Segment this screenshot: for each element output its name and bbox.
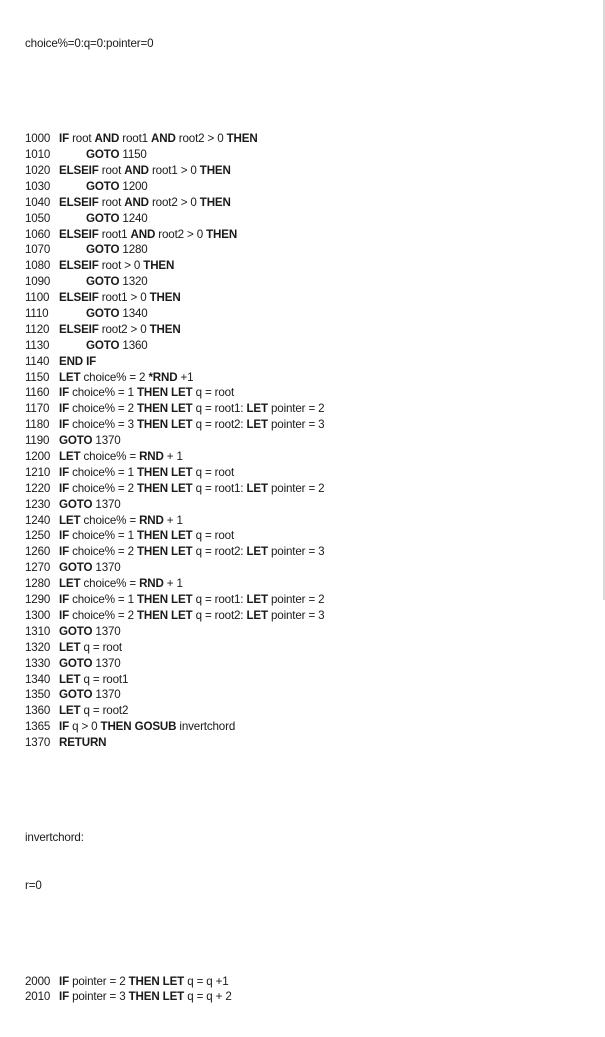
keyword: IF [59,529,70,543]
code-line [25,656,595,672]
code-line [25,703,595,719]
line-number: 1330 [25,656,51,670]
keyword: LET [171,545,193,559]
keyword: LET [59,672,81,686]
keyword: IF [59,990,70,1004]
line-number: 1100 [25,291,50,305]
code-text: + 1 [163,450,183,464]
keyword: LET [171,608,193,622]
code-text: pointer = 2 [267,593,325,607]
keyword: THEN [137,465,168,479]
keyword: LET [59,370,81,384]
code-text: choice% = 1 [69,529,137,543]
keyword: RND [139,513,164,527]
code-text: 1340 [119,307,148,321]
line-number: 1340 [25,672,51,686]
code-text: choice% = 1 [69,593,137,607]
line-number: 1110 [25,307,49,321]
code-text: q = q + 2 [184,990,232,1004]
keyword: IF [59,481,70,495]
keyword: THEN [226,132,258,146]
code-text: root2 > 0 [175,132,227,146]
code-line [25,433,595,449]
code-line [25,497,595,513]
code-text: pointer = 2 [267,481,325,495]
code-text: root [69,132,95,146]
code-line [25,735,595,751]
line-number: 1210 [25,465,51,479]
code-line [25,974,595,990]
line-number: 1365 [25,720,51,734]
keyword: THEN [137,545,168,559]
code-text: choice% = 2 [69,481,137,495]
keyword: GOTO [59,434,93,448]
keyword: GOTO [59,624,93,638]
keyword: THEN [137,386,168,400]
keyword: AND [94,132,120,146]
keyword: IF [59,974,70,988]
keyword: ELSEIF [59,322,99,336]
keyword: THEN [128,974,160,988]
code-line [25,211,595,227]
keyword: LET [171,418,193,432]
code-text: q = root1 [80,672,129,686]
code-text: pointer = 3 [267,418,325,432]
keyword: *RND [148,370,178,384]
line-number: 1360 [25,704,51,718]
code-text: invertchord [176,720,236,734]
keyword: AND [151,132,176,146]
code-line [25,322,595,338]
code-text: 1240 [119,211,148,225]
keyword: GOTO [86,148,120,162]
keyword: IF [59,132,70,146]
code-line [25,131,595,147]
line-number: 1240 [25,513,51,527]
keyword: ELSEIF [59,227,99,241]
line-number: 1120 [25,322,50,336]
code-text: pointer = 3 [267,545,325,559]
keyword: ELSEIF [59,291,99,305]
code-line [25,290,595,306]
code-line [25,274,595,290]
line-number: 1280 [25,577,51,591]
code-text: 1370 [92,656,121,670]
code-text: root2 > 0 [98,322,150,336]
line-number: 1270 [25,561,51,575]
keyword: GOTO [59,688,93,702]
line-number: 1150 [25,370,50,384]
line-number: 1350 [25,688,51,702]
line-number: 1370 [25,736,51,750]
keyword: THEN [100,720,132,734]
code-text: root2 > 0 [148,195,200,209]
code-text: 1200 [119,179,148,193]
code-text: q = root2: [192,418,247,432]
keyword: RND [139,577,164,591]
keyword: THEN [137,593,168,607]
line-number: 1300 [25,608,51,622]
line-number: 2010 [25,990,51,1004]
code-line [25,195,595,211]
keyword: GOTO [86,179,120,193]
code-line [25,417,595,433]
keyword: LET [162,974,185,988]
keyword: THEN [199,164,231,177]
code-text: root [98,195,125,209]
code-text: + 1 [163,513,183,527]
keyword: GOTO [86,307,120,321]
line-number: 1250 [25,529,51,543]
code-text: q = root [80,640,122,654]
code-text: choice% = [80,577,140,591]
code-line [25,560,595,576]
line-number: 1140 [25,354,50,368]
subroutine-label: invertchord: [25,831,84,845]
code-line [25,608,595,624]
keyword: THEN [137,529,168,543]
keyword: GOTO [86,338,120,352]
code-text: choice% = 2 [80,370,149,384]
keyword: LET [246,402,268,416]
keyword: ELSEIF [59,195,99,209]
line-number: 1190 [25,434,50,448]
line-number: 1090 [25,275,51,289]
code-text: choice% = [80,450,140,464]
line-number: 2000 [25,974,51,988]
keyword: LET [171,402,193,416]
keyword: GOTO [86,243,120,257]
code-line [25,385,595,401]
keyword: IF [59,608,70,622]
code-line [25,576,595,592]
code-text: pointer = 2 [267,402,325,416]
line-number: 1050 [25,211,51,225]
code-line [25,354,595,370]
keyword: LET [171,529,193,543]
code-line [25,528,595,544]
code-text: root > 0 [98,259,144,273]
code-text: q = root [192,529,235,543]
keyword: LET [171,481,193,495]
keyword: LET [59,513,81,527]
code-text: q = q +1 [184,974,229,988]
code-text: choice% = 2 [69,545,137,559]
main-code-block [25,131,595,751]
code-text: q = root1: [192,593,247,607]
keyword: IF [59,402,70,416]
code-text: root [98,164,125,177]
code-line [25,449,595,465]
code-text: 1360 [119,338,148,352]
code-line [25,338,595,354]
code-text: q = root [192,386,235,400]
line-number: 1260 [25,545,51,559]
keyword: AND [130,227,156,241]
basic-listing [25,4,595,1037]
keyword: IF [59,386,70,400]
subroutine-code-block [25,974,595,1006]
keyword: GOTO [86,275,120,289]
code-text: q = root2: [192,545,247,559]
code-text: 1150 [119,148,147,162]
keyword: ELSEIF [59,164,99,177]
keyword: RND [139,450,164,464]
code-line [25,147,595,163]
code-text: root1 > 0 [148,164,200,177]
keyword: THEN [137,481,168,495]
keyword: END IF [59,354,97,368]
line-number: 1040 [25,195,51,209]
keyword: THEN [137,608,168,622]
line-number: 1030 [25,179,51,193]
code-text: q = root1: [192,481,247,495]
code-text: root1 [98,227,131,241]
code-text: q = root1: [192,402,247,416]
code-text: q = root2: [192,608,247,622]
code-text: 1370 [92,688,121,702]
line-number: 1080 [25,259,51,273]
code-line [25,465,595,481]
code-text: 1320 [119,275,148,289]
line-number: 1070 [25,243,51,257]
keyword: LET [246,593,268,607]
code-text: root1 > 0 [98,291,150,305]
code-line [25,544,595,560]
subroutine-init: r=0 [25,879,42,893]
keyword: GOTO [59,497,93,511]
code-text: choice% = [80,513,140,527]
keyword: GOTO [59,656,93,670]
line-number: 1160 [25,386,50,400]
line-number: 1170 [25,402,50,416]
code-text: pointer = 3 [69,990,129,1004]
keyword: RETURN [59,736,107,750]
code-text: choice% = 3 [69,418,137,432]
code-line [25,719,595,735]
keyword: ELSEIF [59,259,99,273]
line-number: 1010 [25,148,51,162]
code-text: 1370 [92,561,121,575]
line-number: 1060 [25,227,51,241]
keyword: THEN [128,990,160,1004]
code-line [25,242,595,258]
code-line [25,640,595,656]
keyword: THEN [149,322,181,336]
code-line [25,624,595,640]
code-text: root1 [119,132,152,146]
code-line [25,401,595,417]
line-number: 1000 [25,132,51,146]
keyword: THEN [199,195,231,209]
keyword: LET [59,640,81,654]
keyword: AND [124,164,149,177]
keyword: LET [246,418,268,432]
keyword: IF [59,465,70,479]
code-text: 1280 [119,243,148,257]
keyword: LET [59,450,81,464]
code-line [25,481,595,497]
keyword: AND [124,195,149,209]
code-text: + 1 [163,577,183,591]
code-line [25,672,595,688]
code-text: q > 0 [69,720,101,734]
code-line [25,370,595,386]
line-number: 1310 [25,624,51,638]
code-text: root2 > 0 [155,227,207,241]
keyword: LET [162,990,185,1004]
code-text: 1370 [92,624,121,638]
code-text: pointer = 3 [267,608,325,622]
keyword: IF [59,720,70,734]
code-line [25,306,595,322]
keyword: IF [59,418,70,432]
line-number: 1320 [25,640,51,654]
keyword: GOTO [86,211,120,225]
keyword: GOSUB [134,720,177,734]
line-number: 1220 [25,481,51,495]
code-text: q = root2 [80,704,129,718]
code-line [25,687,595,703]
blank-line [25,84,595,100]
keyword: IF [59,545,70,559]
code-line [25,989,595,1005]
blank-line [25,926,595,942]
keyword: GOTO [59,561,93,575]
line-number: 1180 [25,418,50,432]
keyword: LET [59,704,81,718]
line-number: 1130 [25,338,50,352]
code-line [25,179,595,195]
code-line [25,227,595,243]
code-text: 1370 [92,497,121,511]
code-text: 1370 [92,434,121,448]
keyword: LET [246,545,268,559]
keyword: THEN [206,227,238,241]
keyword: THEN [137,418,168,432]
code-text: choice% = 2 [69,402,137,416]
line-number: 1200 [25,450,51,464]
keyword: LET [171,593,193,607]
header-line: choice%=0:q=0:pointer=0 [25,36,154,50]
code-text: choice% = 1 [69,386,137,400]
line-number: 1230 [25,497,51,511]
blank-line [25,783,595,799]
keyword: LET [171,386,193,400]
code-line [25,592,595,608]
keyword: THEN [143,259,175,273]
code-text: q = root [192,465,235,479]
code-text: pointer = 2 [69,974,129,988]
code-line [25,163,595,179]
keyword: THEN [137,402,168,416]
keyword: LET [246,481,268,495]
code-text: +1 [177,370,194,384]
line-number: 1290 [25,593,51,607]
keyword: LET [59,577,81,591]
keyword: THEN [149,291,181,305]
code-text: choice% = 2 [69,608,137,622]
keyword: IF [59,593,70,607]
line-number: 1020 [25,164,51,177]
code-line [25,258,595,274]
keyword: LET [171,465,193,479]
code-text: choice% = 1 [69,465,137,479]
keyword: LET [246,608,268,622]
code-line [25,513,595,529]
